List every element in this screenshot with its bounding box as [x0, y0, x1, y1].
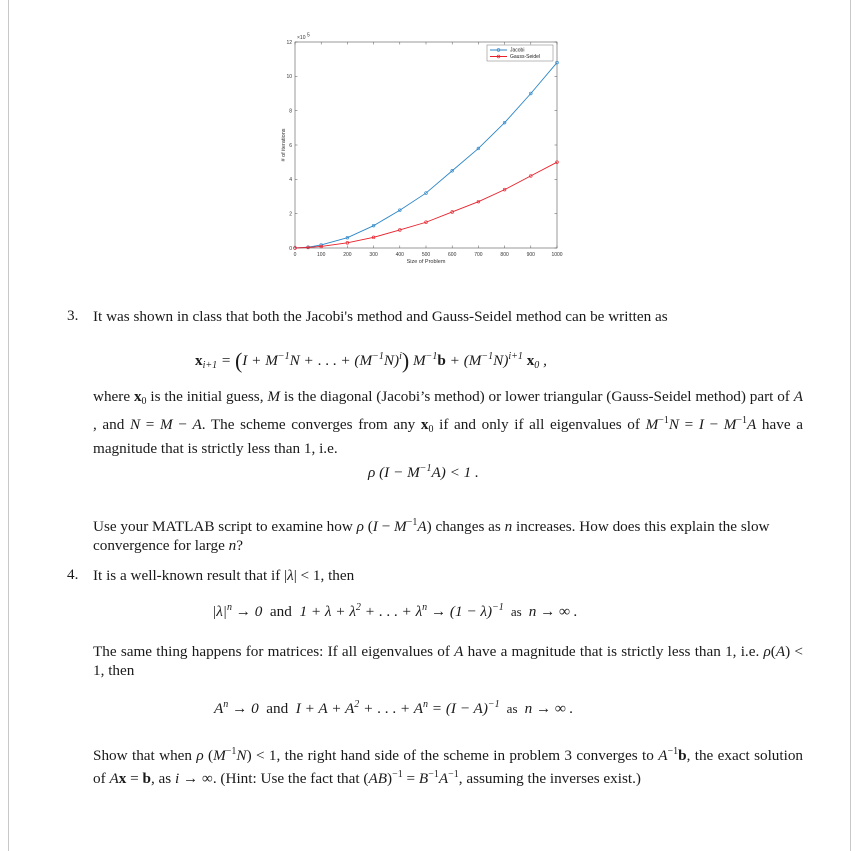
problem-3-intro: It was shown in class that both the Jacobi's method and Gauss-Seidel method can be written as	[93, 308, 668, 325]
y-tick-label: 8	[289, 108, 292, 115]
y-tick-label: 0	[289, 245, 292, 252]
problem-4-equation-2	[214, 699, 573, 718]
y-tick-label: 4	[289, 177, 292, 184]
x-axis-label: Size of Problem	[406, 259, 446, 265]
x-tick-label: 1000	[551, 252, 563, 258]
problem-4-matrix-paragraph: The same thing happens for matrices: If all eigenvalues of A have a magnitude that is strictly less than 1, i.e. ρ(A) < 1, then	[93, 643, 803, 679]
x-tick-label: 700	[474, 252, 483, 258]
problem-4-intro: It is a well-known result that if |λ| < 1, then	[93, 567, 355, 584]
x-tick-label: 200	[343, 252, 352, 258]
x-tick-label: 0	[293, 252, 297, 258]
problem-3-question: Use your MATLAB script to examine how ρ $(I - M^{-1}A)$ changes as n increases. How does this explain the slow convergence for large n?	[93, 517, 770, 554]
iterations-chart	[255, 30, 575, 270]
y-tick-label: 6	[289, 142, 292, 149]
x-tick-label: 500	[421, 252, 431, 258]
x-tick-label: 900	[526, 252, 535, 258]
problem-4-equation-1	[212, 602, 578, 621]
y-tick-label: 10	[286, 74, 292, 81]
problem-3-equation-2	[368, 463, 479, 482]
legend-label-1: Gauss-Seidel	[510, 54, 541, 61]
y-exponent-label: ×10	[297, 35, 306, 41]
problem-4-question: Show that when ρ $(M^{-1}N) < 1$, the right hand side of the scheme in problem 3 converges to $A^{-1}b$, the exact solution of Ax = b, as i → ∞. (Hint: Use the fact that $(AB)^{-1} = B^{-1}A^{-1}$, assuming the inverses exist.)	[93, 746, 804, 787]
problem-3-equation-1	[195, 348, 547, 374]
y-axis-label: # of iterations	[281, 128, 287, 162]
equation-2-rendered: ρ $(I - M^{-1}A) < 1$ .	[368, 463, 479, 481]
problem-3-where-paragraph: where $x_0$ is the initial guess, M is the diagonal (Jacobi’s method) or lower triangular (Gauss-Seidel method) part of A , and N = M − A. The scheme converges from any $x_0$ if and only if all eigenvalues of $M^{-1}N = I - M^{-1}A$ have a magnitude that is strictly less than 1, i.e.	[93, 388, 803, 457]
equation-4-rendered: $A^n \to 0$ and $I + A + A^2$ + . . . + $A^n = (I - A)^{-1}$ as n → ∞ .	[214, 699, 574, 717]
y-exponent-power: 5	[307, 32, 310, 39]
equation-1-rendered: $x_{i+1} = (I + M^{-1}N$ + . . . + $(M^{-1}N)^i$) $M^{-1}b + (M^{-1}N)^{i+1}$ $x_0$ ,	[195, 348, 547, 373]
problem-3-number: 3.	[67, 307, 79, 324]
x-tick-label: 600	[448, 252, 457, 258]
x-tick-label: 800	[500, 252, 509, 258]
y-tick-label: 12	[286, 39, 292, 46]
x-tick-label: 400	[395, 252, 404, 258]
y-tick-label: 2	[289, 211, 292, 218]
problem-4-number: 4.	[67, 566, 79, 583]
legend-label-0: Jacobi	[510, 47, 525, 54]
x-tick-label: 300	[369, 252, 378, 258]
equation-3-rendered: $|\lambda|^n \to 0$ and $1 + \lambda + \lambda^2$ + . . . + $\lambda^n \to (1 - \lambda)^{-1}$ as n → ∞ .	[212, 602, 578, 620]
x-tick-label: 100	[317, 252, 326, 258]
